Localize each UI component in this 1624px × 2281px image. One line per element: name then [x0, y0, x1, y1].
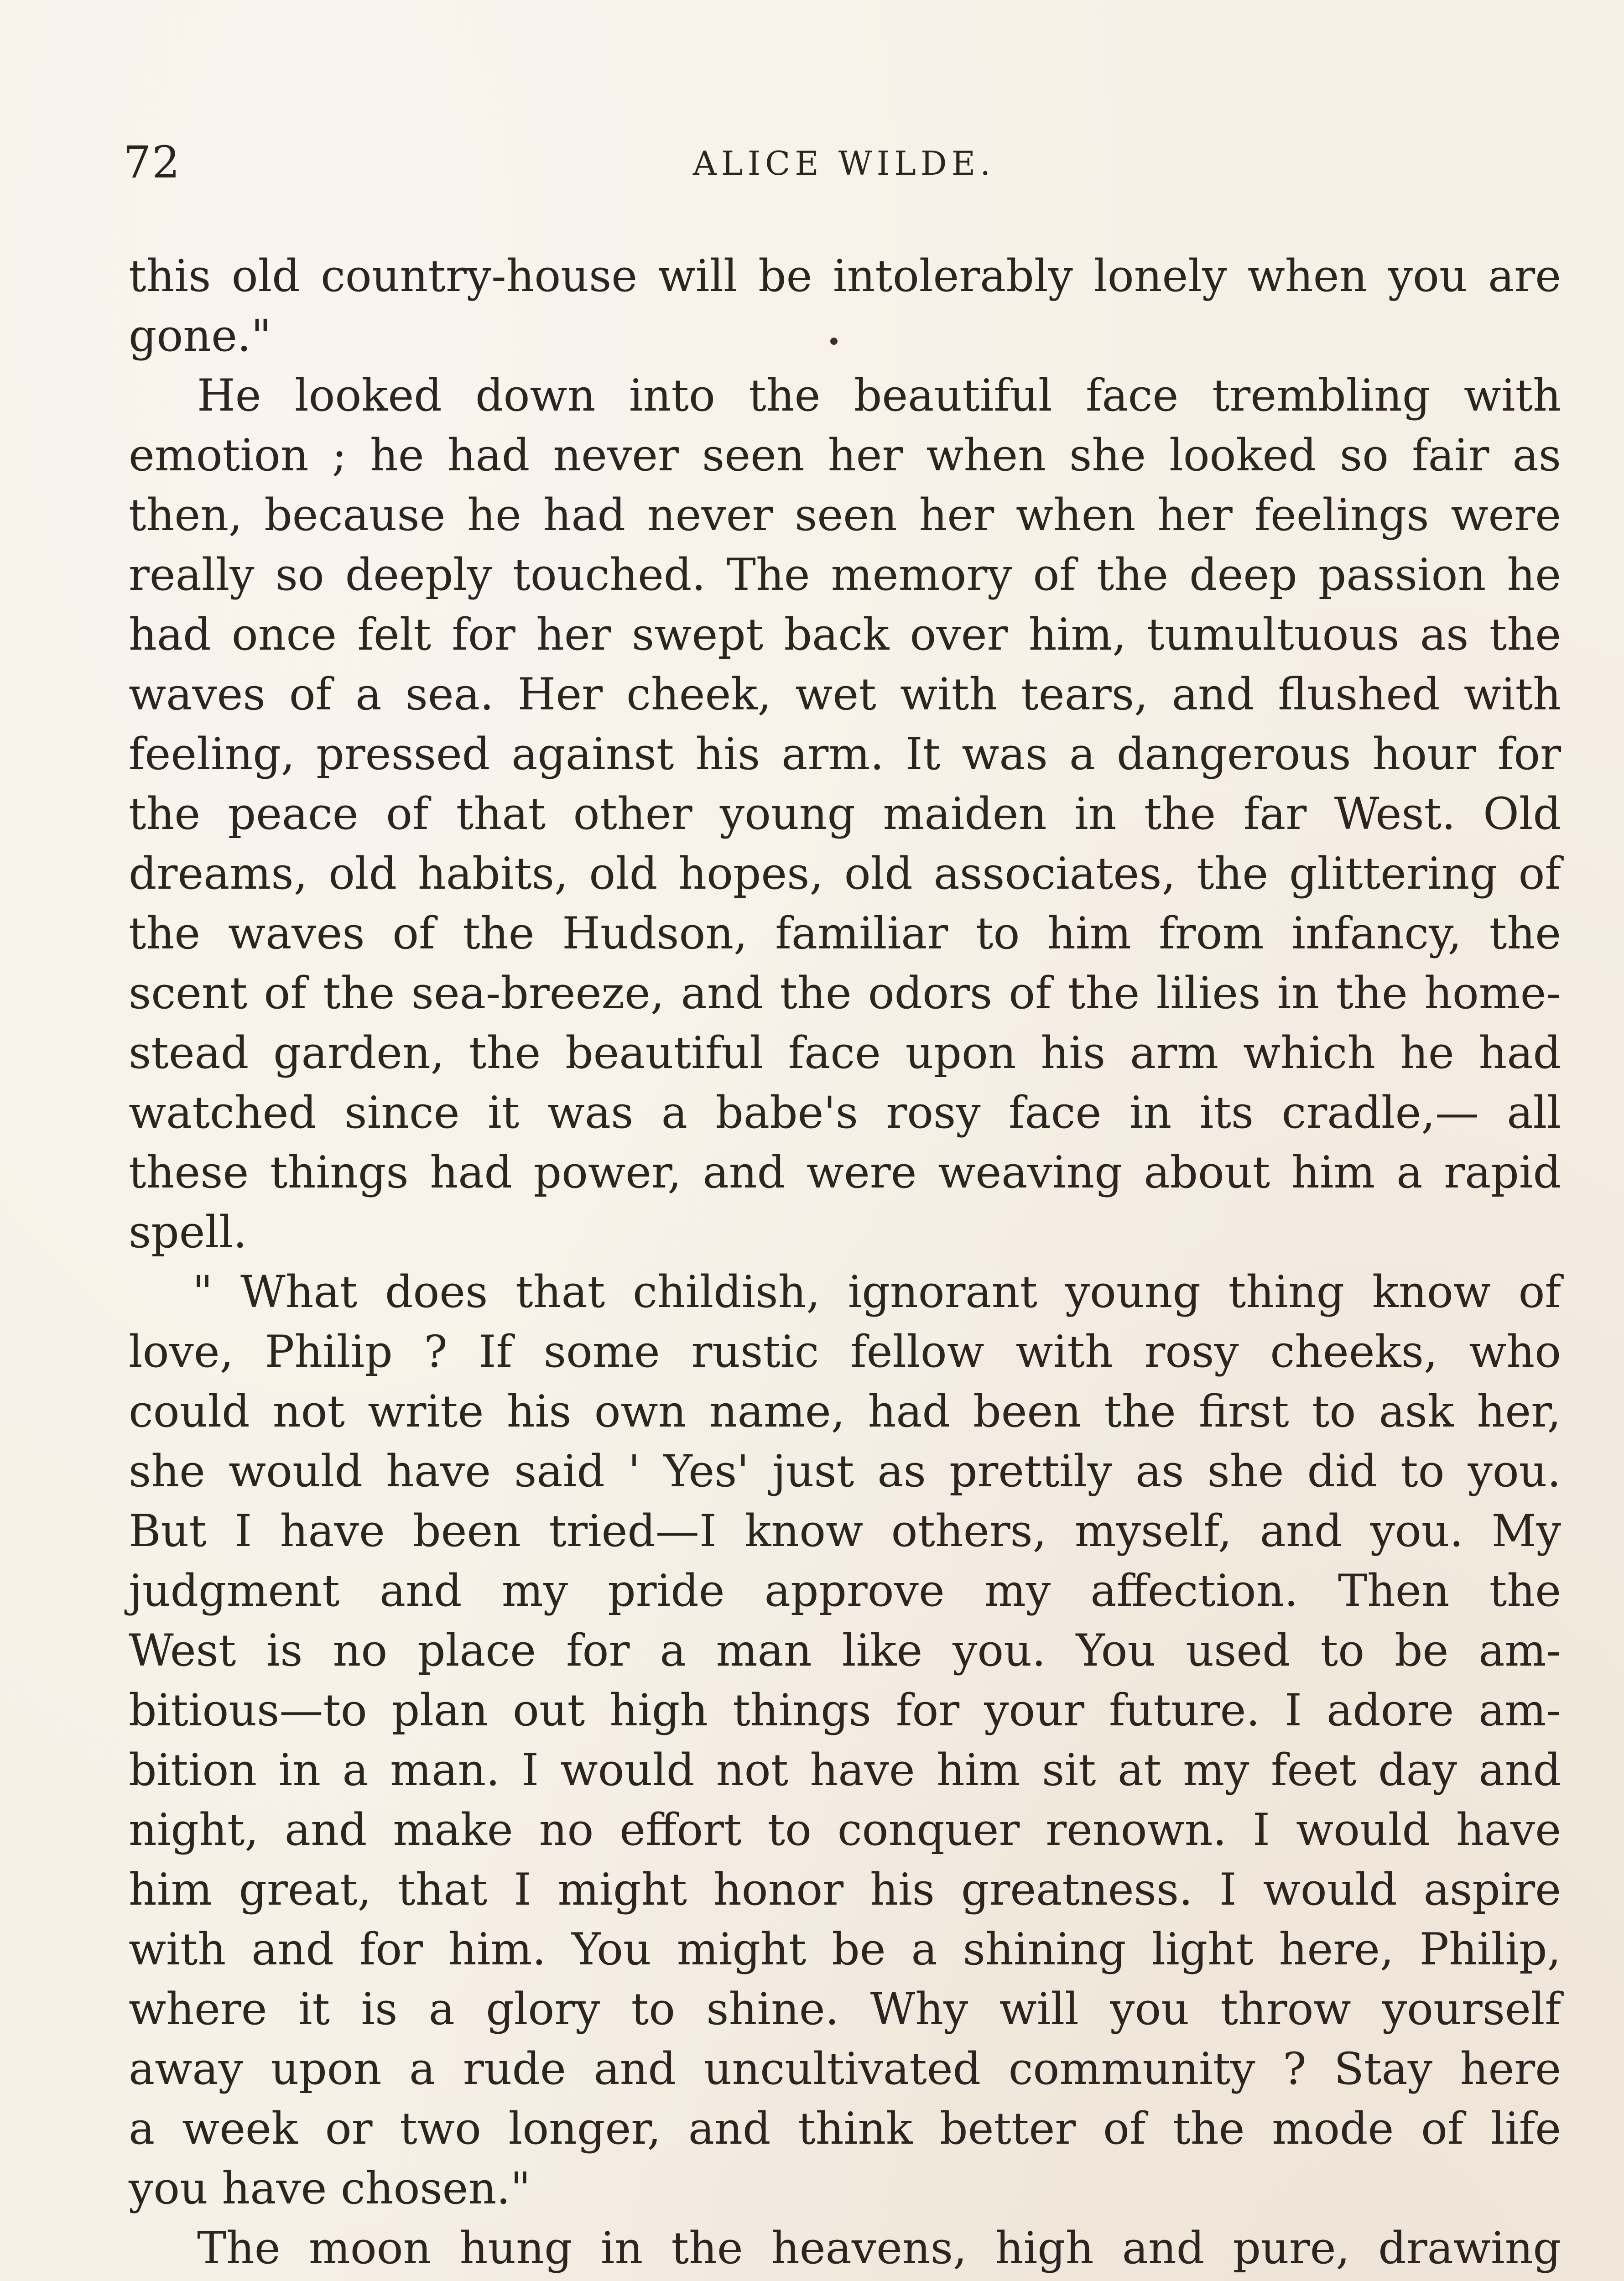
text-line: emotion ; he had never seen her when she looked so fair as [129, 430, 1561, 481]
text-line: gone." [129, 310, 271, 361]
text-line: a week or two longer, and think better of the mode of life [129, 2103, 1561, 2154]
text-line: bition in a man. I would not have him sit at my feet day and [129, 1745, 1561, 1796]
text-line: love, Philip ? If some rustic fellow with rosy cheeks, who [129, 1326, 1561, 1377]
text-line: these things had power, and were weaving about him a rapid [129, 1147, 1561, 1198]
text-line: " What does that childish, ignorant young thing know of [193, 1266, 1561, 1318]
text-line: could not write his own name, had been the first to ask her, [129, 1386, 1561, 1437]
text-line: judgment and my pride approve my affection. Then the [129, 1565, 1561, 1616]
text-line: watched since it was a babe's rosy face in its cradle,— all [129, 1087, 1561, 1138]
text-line [129, 2278, 1561, 2281]
text-line: the peace of that other young maiden in the far West. Old [129, 788, 1561, 839]
book-title: ALICE WILDE. [692, 144, 995, 182]
text-line: really so deeply touched. The memory of the deep passion he [129, 549, 1561, 600]
text-line: him great, that I might honor his greatness. I would aspire [129, 1864, 1561, 1915]
text-line: feeling, pressed against his arm. It was a dangerous hour for [129, 729, 1561, 780]
text-line: had once felt for her swept back over him, tumultuous as the [129, 609, 1561, 660]
text-line: with and for him. You might be a shining light here, Philip, [129, 1924, 1561, 1975]
text-line: bitious—to plan out high things for your future. I adore am- [129, 1685, 1561, 1736]
text-line: night, and make no effort to conquer renown. I would have [129, 1804, 1561, 1855]
text-line: spell. [129, 1207, 247, 1258]
text-line: away upon a rude and uncultivated community ? Stay here [129, 2043, 1561, 2094]
text-line: the waves of the Hudson, familiar to him from infancy, the [129, 908, 1561, 959]
text-line: But I have been tried—I know others, myself, and you. My [129, 1505, 1561, 1557]
text-line: waves of a sea. Her cheek, wet with tears, and flushed with [129, 669, 1561, 720]
text-line: this old country-house will be intolerably lonely when you are [129, 250, 1561, 302]
text-line: she would have said ' Yes' just as prettily as she did to you. [129, 1446, 1561, 1497]
text-line: West is no place for a man like you. You used to be am- [129, 1625, 1561, 1676]
body-text [129, 246, 1561, 2281]
text-line: then, because he had never seen her when her feelings were [129, 490, 1561, 541]
text-line: dreams, old habits, old hopes, old associates, the glittering of [129, 848, 1561, 899]
text-line: you have chosen." [129, 2163, 531, 2214]
text-line: scent of the sea-breeze, and the odors of the lilies in the home- [129, 968, 1561, 1019]
page-number: 72 [123, 137, 181, 188]
text-line: stead garden, the beautiful face upon his arm which he had [129, 1027, 1561, 1078]
text-line: He looked down into the beautiful face trembling with [197, 370, 1561, 421]
ink-speck [830, 338, 838, 345]
text-line: where it is a glory to shine. Why will you throw yourself [129, 1984, 1561, 2035]
running-head [123, 137, 1565, 196]
text-line: The moon hung in the heavens, high and pure, drawing [197, 2223, 1561, 2274]
